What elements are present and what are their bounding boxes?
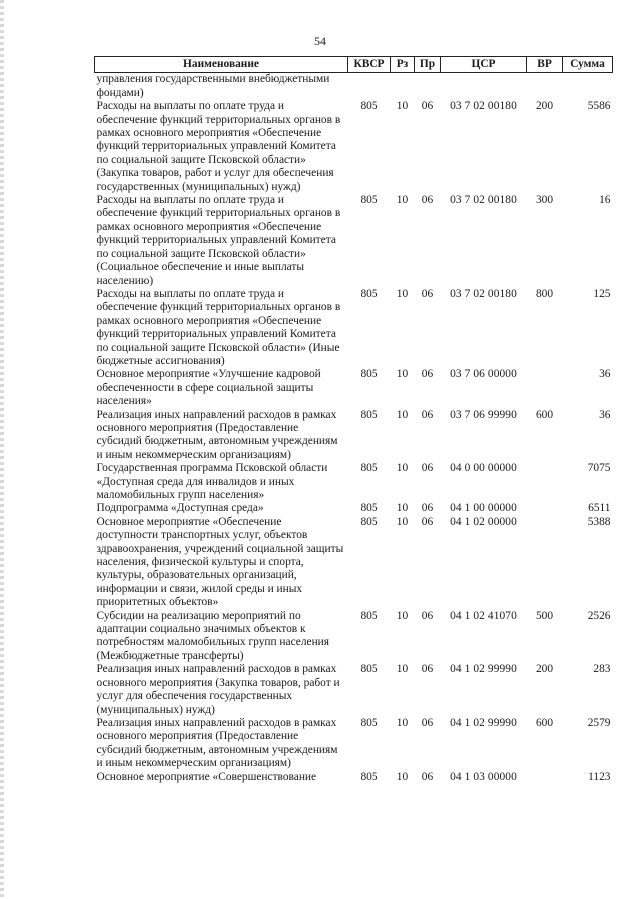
cell-pr: 06 — [421, 663, 434, 676]
cell-kvsr: 805 — [360, 515, 378, 528]
table-row — [95, 663, 613, 717]
cell-kvsr — [348, 73, 391, 100]
header-sum: Сумма — [563, 57, 613, 73]
table-row — [95, 717, 613, 771]
cell-vr — [527, 73, 563, 100]
cell-vr — [527, 368, 563, 408]
cell-name: Расходы на выплаты по оплате труда и обеспечение функций территориальных органов в рамках основного мероприятия «Обеспечение функций территориальных управлений Комитета по социальной защите Псковской области» (Закупка товаров, работ и услуг для обеспечения государственных (муниципальных) нужд) — [96, 100, 341, 193]
cell-rz: 10 — [396, 663, 409, 676]
cell-kvsr: 805 — [360, 287, 378, 300]
header-rz: Рз — [391, 57, 415, 73]
scan-edge-artifact — [0, 0, 4, 899]
cell-pr: 06 — [421, 194, 434, 207]
cell-pr: 06 — [421, 502, 434, 515]
table-row — [95, 771, 613, 784]
cell-rz: 10 — [396, 408, 409, 421]
cell-rz: 10 — [396, 716, 409, 729]
cell-name: Подпрограмма «Доступная среда» — [96, 502, 264, 515]
cell-vr: 200 — [535, 663, 554, 676]
cell-sum: 1123 — [588, 770, 611, 783]
cell-sum — [563, 73, 613, 100]
cell-kvsr: 805 — [360, 663, 378, 676]
cell-name: Реализация иных направлений расходов в рамках основного мероприятия (Закупка товаров, работ и услуг для обеспечения государственных (муниципальных) нужд) — [96, 663, 340, 716]
cell-sum: 5586 — [587, 100, 611, 113]
cell-kvsr: 805 — [360, 609, 378, 622]
cell-rz — [391, 73, 415, 100]
cell-sum: 36 — [599, 408, 611, 421]
cell-rz: 10 — [396, 515, 409, 528]
cell-sum: 283 — [593, 663, 611, 676]
cell-pr: 06 — [421, 100, 434, 113]
cell-kvsr: 805 — [360, 368, 378, 381]
table-row — [95, 409, 613, 463]
table-row — [95, 368, 613, 408]
cell-sum: 16 — [599, 194, 611, 207]
cell-vr — [527, 462, 563, 502]
cell-sum: 2526 — [587, 609, 611, 622]
cell-rz: 10 — [396, 368, 409, 381]
cell-name: Государственная программа Псковской области «Доступная среда для инвалидов и иных маломобильных групп населения» — [96, 462, 328, 501]
cell-csr: 04 0 00 00000 — [450, 462, 517, 475]
header-kvsr: КВСР — [348, 57, 391, 73]
cell-rz: 10 — [396, 462, 409, 475]
cell-pr: 06 — [421, 716, 434, 729]
cell-pr — [415, 73, 441, 100]
cell-sum: 36 — [599, 368, 611, 381]
cell-csr: 03 7 06 00000 — [450, 368, 517, 381]
cell-csr: 04 1 02 41070 — [450, 609, 517, 622]
cell-kvsr: 805 — [360, 194, 378, 207]
cell-name: Субсидии на реализацию мероприятий по адаптации социально значимых объектов к потребностям маломобильных групп населения (Межбюджетные трансферты) — [96, 609, 329, 662]
table-row — [95, 194, 613, 288]
cell-csr: 03 7 06 99990 — [450, 408, 517, 421]
cell-csr: 03 7 02 00180 — [450, 100, 517, 113]
table-row — [95, 502, 613, 515]
cell-vr: 200 — [535, 100, 554, 113]
cell-vr: 300 — [535, 194, 554, 207]
cell-vr: 600 — [535, 408, 554, 421]
header-name: Наименование — [95, 57, 348, 73]
table-row — [95, 288, 613, 368]
cell-vr — [527, 516, 563, 610]
cell-pr: 06 — [421, 609, 434, 622]
cell-sum: 6511 — [588, 502, 611, 515]
cell-csr: 04 1 02 99990 — [450, 663, 517, 676]
cell-pr: 06 — [421, 368, 434, 381]
cell-name: управления государственными внебюджетными фондами) — [96, 73, 330, 99]
cell-kvsr: 805 — [360, 462, 378, 475]
table-row — [95, 462, 613, 502]
cell-csr: 03 7 02 00180 — [450, 194, 517, 207]
cell-sum: 5388 — [587, 515, 611, 528]
cell-csr — [441, 73, 527, 100]
cell-vr: 800 — [535, 287, 554, 300]
table-row — [95, 73, 613, 100]
cell-name: Основное мероприятие «Обеспечение доступности транспортных услуг, объектов здравоохранения, учреждений социальной защиты населения, физической культуры и спорта, культуры, образовательных организаций, информации и связи, жилой среды и иных приоритетных объектов» — [96, 515, 344, 609]
cell-pr: 06 — [421, 408, 434, 421]
cell-csr: 04 1 02 00000 — [450, 515, 517, 528]
cell-vr — [527, 502, 563, 515]
cell-rz: 10 — [396, 287, 409, 300]
cell-csr: 04 1 00 00000 — [450, 502, 517, 515]
cell-name: Реализация иных направлений расходов в рамках основного мероприятия (Предоставление субсидий бюджетным, автономным учреждениям и иным некоммерческим организациям) — [96, 716, 338, 770]
table-row — [95, 516, 613, 610]
header-csr: ЦСР — [441, 57, 527, 73]
cell-csr: 04 1 02 99990 — [450, 716, 517, 729]
cell-csr: 03 7 02 00180 — [450, 287, 517, 300]
cell-sum: 125 — [593, 287, 611, 300]
cell-name: Расходы на выплаты по оплате труда и обеспечение функций территориальных органов в рамках основного мероприятия «Обеспечение функций территориальных управлений Комитета по социальной защите Псковской области» (Иные бюджетные ассигнования) — [96, 287, 341, 367]
cell-sum: 2579 — [587, 716, 611, 729]
cell-rz: 10 — [396, 100, 409, 113]
cell-rz: 10 — [396, 609, 409, 622]
cell-rz: 10 — [396, 770, 409, 783]
cell-kvsr: 805 — [360, 100, 378, 113]
cell-pr: 06 — [421, 462, 434, 475]
cell-rz: 10 — [396, 502, 409, 515]
cell-kvsr: 805 — [360, 716, 378, 729]
header-pr: Пр — [415, 57, 441, 73]
cell-pr: 06 — [421, 287, 434, 300]
header-vr: ВР — [527, 57, 563, 73]
cell-name: Реализация иных направлений расходов в рамках основного мероприятия (Предоставление субсидий бюджетным, автономным учреждениям и иным некоммерческим организациям) — [96, 408, 338, 461]
page-number: 54 — [314, 34, 326, 48]
budget-table — [94, 56, 613, 784]
table-row — [95, 610, 613, 664]
cell-kvsr: 805 — [360, 408, 378, 421]
cell-pr: 06 — [421, 515, 434, 528]
table-header-row — [95, 57, 613, 73]
table-row — [95, 100, 613, 194]
cell-name: Расходы на выплаты по оплате труда и обеспечение функций территориальных органов в рамках основного мероприятия «Обеспечение функций территориальных управлений Комитета по социальной защите Псковской области» (Социальное обеспечение и иные выплаты населению) — [96, 194, 341, 287]
cell-vr: 500 — [535, 609, 554, 622]
cell-pr: 06 — [421, 770, 434, 783]
cell-csr: 04 1 03 00000 — [450, 770, 517, 783]
cell-vr — [527, 771, 563, 784]
cell-kvsr: 805 — [360, 770, 378, 783]
cell-name: Основное мероприятие «Улучшение кадровой обеспеченности в сфере социальной защиты населения» — [96, 368, 321, 408]
cell-rz: 10 — [396, 194, 409, 207]
cell-sum: 7075 — [587, 462, 611, 475]
cell-kvsr: 805 — [360, 502, 378, 515]
cell-vr: 600 — [535, 716, 554, 729]
cell-name: Основное мероприятие «Совершенствование — [96, 770, 317, 783]
